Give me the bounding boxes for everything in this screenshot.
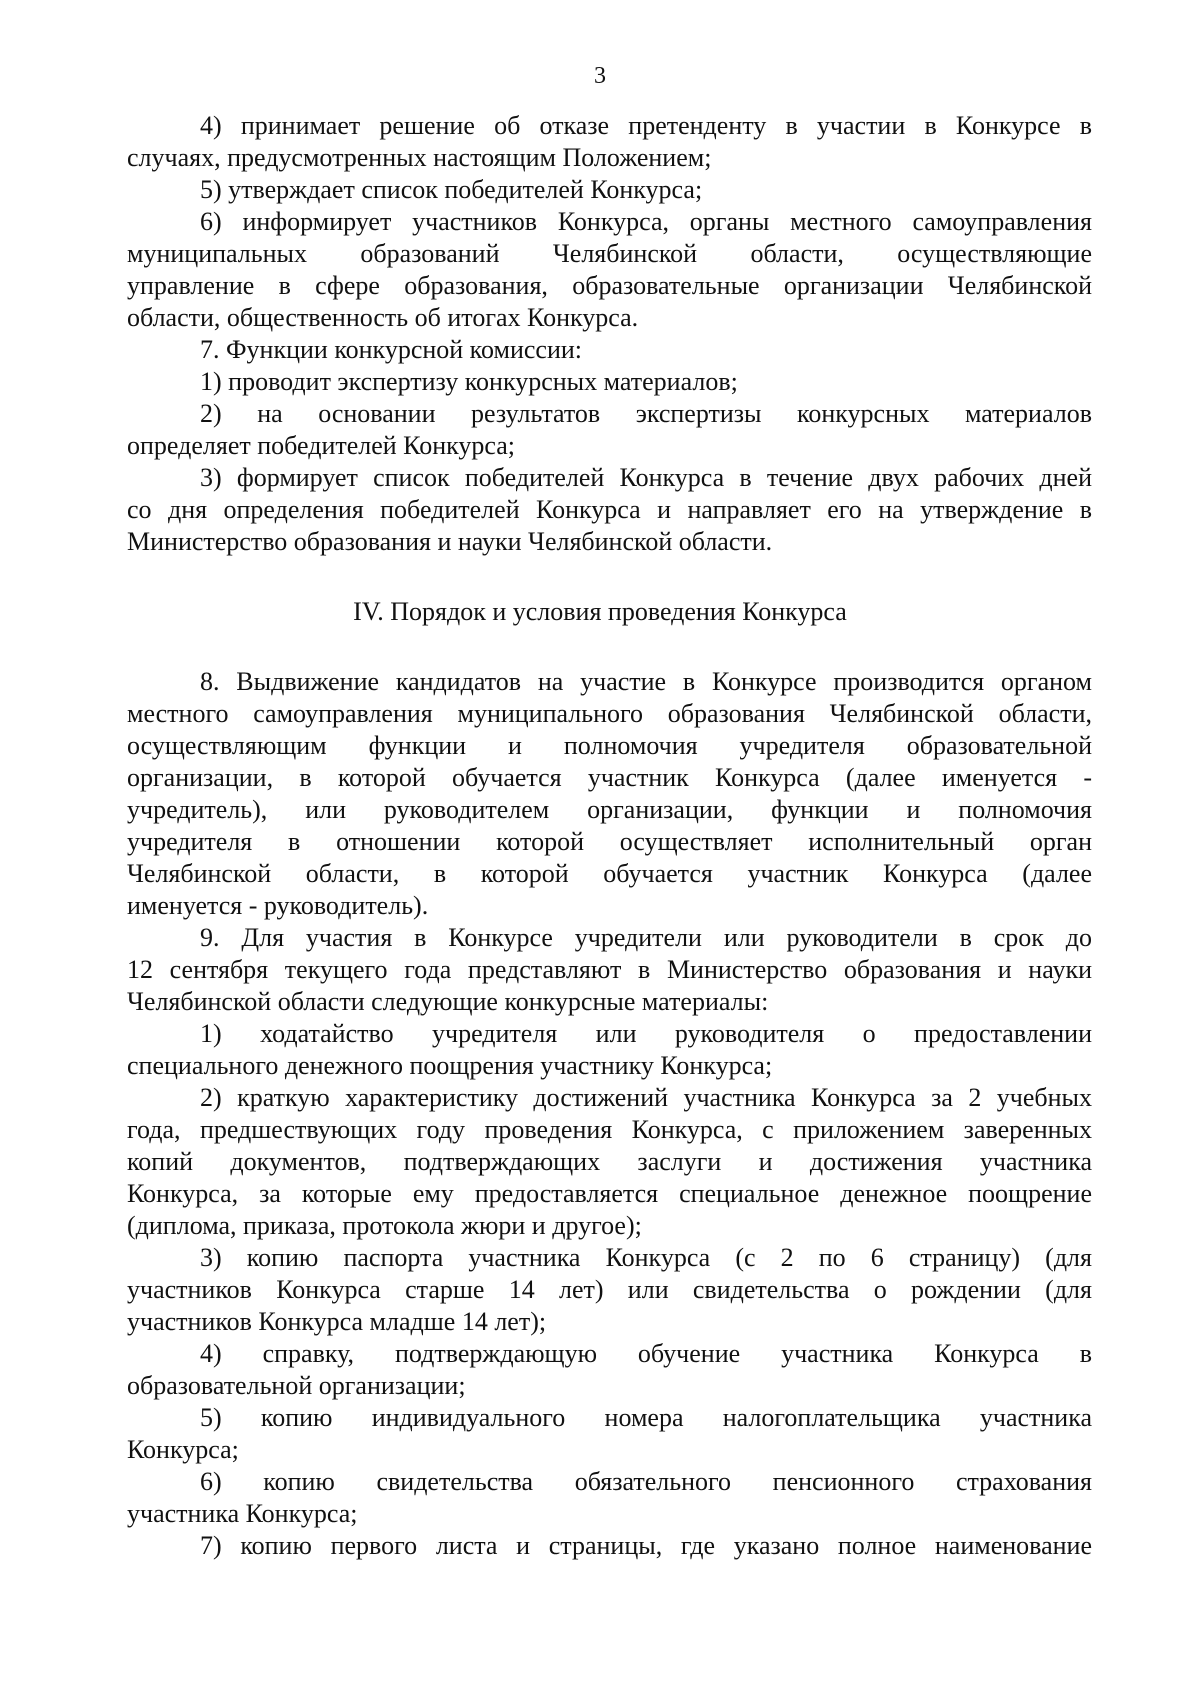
- text-line: копий документов, подтверждающих заслуги и достижения участника: [127, 1147, 1092, 1176]
- text-line: 6) копию свидетельства обязательного пенсионного страхования: [200, 1467, 1092, 1496]
- text-line: 12 сентября текущего года представляют в Министерство образования и науки: [127, 955, 1092, 984]
- text-line: случаях, предусмотренных настоящим Положением;: [127, 143, 712, 172]
- text-line: Министерство образования и науки Челябинской области.: [127, 527, 773, 556]
- text-line: муниципальных образований Челябинской области, осуществляющие: [127, 239, 1092, 268]
- text-line: 4) принимает решение об отказе претенденту в участии в Конкурсе в: [200, 111, 1092, 140]
- text-line: Конкурса, за которые ему предоставляется специальное денежное поощрение: [127, 1179, 1092, 1208]
- text-line: (диплома, приказа, протокола жюри и другое);: [127, 1211, 642, 1240]
- text-line: специального денежного поощрения участнику Конкурса;: [127, 1051, 773, 1080]
- text-line: местного самоуправления муниципального образования Челябинской области,: [127, 699, 1092, 728]
- text-line: 5) утверждает список победителей Конкурса;: [200, 175, 703, 204]
- text-line: образовательной организации;: [127, 1371, 466, 1400]
- text-line: организации, в которой обучается участник Конкурса (далее именуется -: [127, 763, 1092, 792]
- text-line: 2) на основании результатов экспертизы конкурсных материалов: [200, 399, 1092, 428]
- text-line: 3) копию паспорта участника Конкурса (с 2 по 6 страницу) (для: [200, 1243, 1092, 1272]
- text-line: участника Конкурса;: [127, 1499, 358, 1528]
- text-line: участников Конкурса старше 14 лет) или свидетельства о рождении (для: [127, 1275, 1092, 1304]
- text-line: Челябинской области следующие конкурсные материалы:: [127, 987, 769, 1016]
- text-line: осуществляющим функции и полномочия учредителя образовательной: [127, 731, 1092, 760]
- text-line: 3) формирует список победителей Конкурса в течение двух рабочих дней: [200, 463, 1092, 492]
- text-line: 7. Функции конкурсной комиссии:: [200, 335, 583, 364]
- text-line: определяет победителей Конкурса;: [127, 431, 516, 460]
- text-line: со дня определения победителей Конкурса и направляет его на утверждение в: [127, 495, 1092, 524]
- text-line: учредителя в отношении которой осуществляет исполнительный орган: [127, 827, 1092, 856]
- text-line: участников Конкурса младше 14 лет);: [127, 1307, 547, 1336]
- text-line: учредитель), или руководителем организации, функции и полномочия: [127, 795, 1092, 824]
- text-line: 9. Для участия в Конкурсе учредители или руководители в срок до: [200, 923, 1092, 952]
- text-line: 1) проводит экспертизу конкурсных материалов;: [200, 367, 738, 396]
- page-number: 3: [594, 63, 606, 89]
- text-line: управление в сфере образования, образовательные организации Челябинской: [127, 271, 1092, 300]
- text-line: 2) краткую характеристику достижений участника Конкурса за 2 учебных: [200, 1083, 1092, 1112]
- text-line: 7) копию первого листа и страницы, где указано полное наименование: [200, 1531, 1092, 1560]
- text-line: Челябинской области, в которой обучается участник Конкурса (далее: [127, 859, 1092, 888]
- section-heading: IV. Порядок и условия проведения Конкурса: [353, 597, 847, 626]
- text-line: 6) информирует участников Конкурса, органы местного самоуправления: [200, 207, 1092, 236]
- text-line: 1) ходатайство учредителя или руководителя о предоставлении: [200, 1019, 1092, 1048]
- text-line: 4) справку, подтверждающую обучение участника Конкурса в: [200, 1339, 1092, 1368]
- text-line: именуется - руководитель).: [127, 891, 429, 920]
- text-line: 5) копию индивидуального номера налогоплательщика участника: [200, 1403, 1092, 1432]
- text-line: области, общественность об итогах Конкурса.: [127, 303, 639, 332]
- text-line: года, предшествующих году проведения Конкурса, с приложением заверенных: [127, 1115, 1092, 1144]
- text-line: 8. Выдвижение кандидатов на участие в Конкурсе производится органом: [200, 667, 1092, 696]
- text-line: Конкурса;: [127, 1435, 239, 1464]
